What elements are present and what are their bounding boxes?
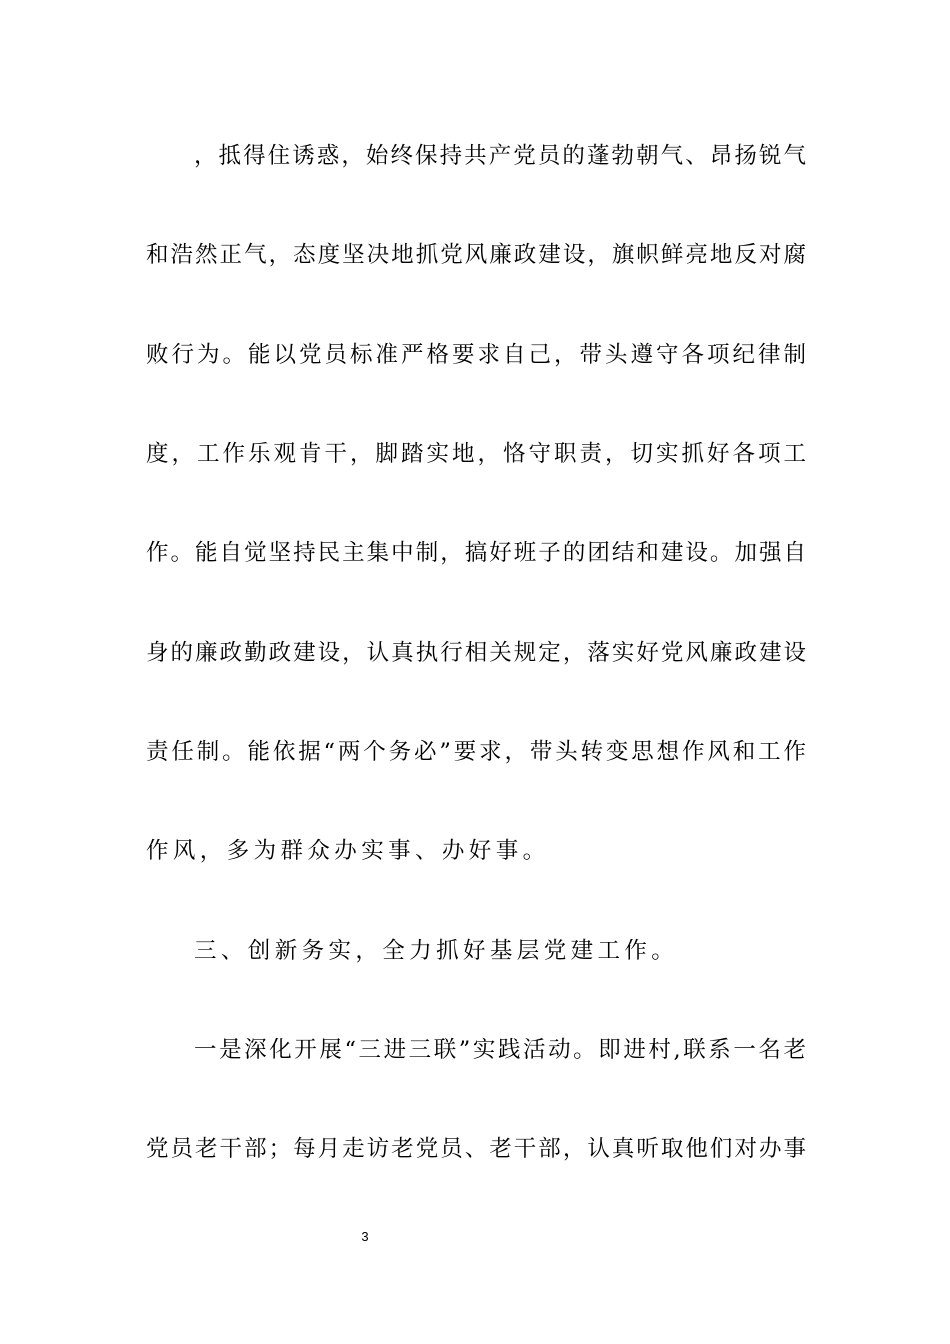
paragraph-line: 和浩然正气，态度坚决地抓党风廉政建设，旗帜鲜亮地反对腐: [146, 242, 806, 268]
paragraph-line: ，抵得住诱惑，始终保持共产党员的蓬勃朝气、昂扬锐气: [194, 143, 806, 169]
page-number: 3: [361, 1229, 369, 1244]
paragraph-line: 败行为。能以党员标准严格要求自己，带头遵守各项纪律制: [146, 342, 806, 368]
paragraph-line: 度，工作乐观肯干，脚踏实地，恪守职责，切实抓好各项工: [146, 441, 806, 467]
paragraph-line: 一是深化开展“三进三联”实践活动。即进村,联系一名老: [194, 1037, 806, 1063]
paragraph-line: 作。能自觉坚持民主集中制，搞好班子的团结和建设。加强自: [146, 540, 806, 566]
paragraph-line: 作风，多为群众办实事、办好事。: [146, 838, 550, 864]
paragraph-line: 党员老干部；每月走访老党员、老干部，认真听取他们对办事: [146, 1136, 806, 1162]
paragraph-line: 责任制。能依据“两个务必”要求，带头转变思想作风和工作: [146, 739, 806, 765]
paragraph-line: 身的廉政勤政建设，认真执行相关规定，落实好党风廉政建设: [146, 640, 806, 666]
section-heading: 三、创新务实，全力抓好基层党建工作。: [194, 938, 679, 964]
